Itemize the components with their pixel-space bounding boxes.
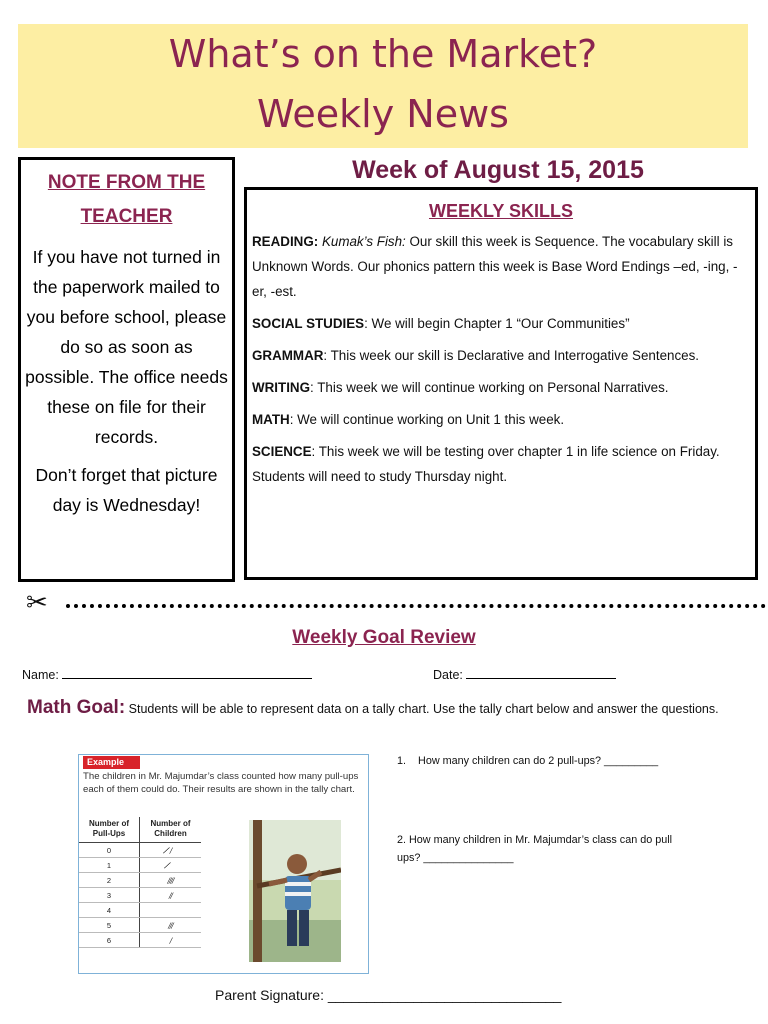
goal-review-title-text: Weekly Goal Review <box>292 627 476 648</box>
tally-marks <box>140 903 201 918</box>
scissors-icon: ✂ <box>26 587 48 617</box>
skill-social-studies <box>252 311 750 336</box>
weekly-skills-heading: WEEKLY SKILLS <box>428 201 574 221</box>
date-line[interactable] <box>466 666 616 679</box>
name-field[interactable] <box>22 666 312 684</box>
skill-science <box>252 439 750 489</box>
tally-col-pullups: Number of Pull-Ups <box>79 817 140 843</box>
skill-math <box>252 407 750 432</box>
math-goal-text: Students will be able to represent data on a tally chart. Use the tally chart below and answer the questions. <box>125 702 719 716</box>
skill-text: : We will begin Chapter 1 “Our Communities” <box>364 316 630 331</box>
tally-pullups: 2 <box>79 873 140 888</box>
tally-marks: /// <box>140 918 201 933</box>
tally-pullups: 0 <box>79 843 140 858</box>
skill-text: : We will continue working on Unit 1 this week. <box>289 412 565 427</box>
tally-pullups: 3 <box>79 888 140 903</box>
name-line[interactable] <box>62 666 312 679</box>
date-label: Date: <box>433 668 463 682</box>
teacher-note-title: NOTE FROM THE TEACHER <box>47 172 206 227</box>
cut-line <box>26 587 766 617</box>
tally-marks: / <box>140 933 201 948</box>
banner-subtitle: Weekly News <box>257 92 509 136</box>
table-row <box>79 858 201 873</box>
table-row <box>79 843 201 858</box>
tally-pullups: 4 <box>79 903 140 918</box>
skill-text: Our skill this week is Sequence. The vocabulary skill is Unknown Words. Our phonics pattern this week is Base Word Endings –ed, -ing, -er, -est. <box>252 234 738 299</box>
tally-marks: ̸̸̸̸ / <box>140 843 201 858</box>
table-row <box>79 903 201 918</box>
skill-label: WRITING <box>252 380 311 395</box>
pull-up-photo <box>249 820 341 962</box>
question-1-number: 1. <box>397 755 407 767</box>
teacher-note-box <box>18 157 235 582</box>
dotted-cut-line <box>66 604 766 608</box>
skill-text: : This week we will be testing over chapter 1 in life science on Friday. Students will need to study Thursday night. <box>252 444 720 484</box>
parent-signature: Parent Signature: ______________________________ <box>215 987 562 1003</box>
tally-marks <box>140 858 201 873</box>
skill-text: : This week we will continue working on Personal Narratives. <box>310 380 669 395</box>
skill-label: GRAMMAR <box>252 348 324 363</box>
date-field[interactable] <box>433 666 616 684</box>
skill-text: : This week our skill is Declarative and Interrogative Sentences. <box>323 348 700 363</box>
skill-writing <box>252 375 750 400</box>
tally-pullups: 5 <box>79 918 140 933</box>
example-text: The children in Mr. Majumdar’s class counted how many pull-ups each of them could do. Their results are shown in the tally chart. <box>83 771 359 796</box>
tally-pullups: 6 <box>79 933 140 948</box>
tally-pullups: 1 <box>79 858 140 873</box>
skill-grammar <box>252 343 750 368</box>
tally-col-children: Number of Children <box>140 817 201 843</box>
tally-table <box>79 817 201 948</box>
tally-marks: // <box>140 888 201 903</box>
table-row <box>79 933 201 948</box>
name-label: Name: <box>22 668 59 682</box>
question-2: 2. How many children in Mr. Majumdar’s class can do pull ups? _______________ <box>397 834 673 864</box>
reading-book-title: Kumak’s Fish: <box>321 234 406 249</box>
banner-title: What’s on the Market? <box>168 32 598 76</box>
weekly-skills-box <box>244 187 758 580</box>
skill-label: SOCIAL STUDIES <box>252 316 365 331</box>
skill-label: SCIENCE <box>252 444 312 459</box>
skill-reading <box>252 229 750 304</box>
teacher-note-body <box>25 242 228 520</box>
tally-marks: //// <box>140 873 201 888</box>
tally-example <box>78 754 369 974</box>
teacher-note-reminder: Don’t forget that picture day is Wednesday! <box>35 465 218 515</box>
week-title: Week of August 15, 2015 <box>352 156 644 184</box>
math-goal <box>27 694 747 723</box>
example-tag: Example <box>83 756 140 769</box>
math-goal-label: Math Goal: <box>27 697 126 718</box>
table-row <box>79 918 201 933</box>
skill-label-colon: : <box>313 234 322 249</box>
skill-label: MATH <box>252 412 290 427</box>
question-1-text: How many children can do 2 pull-ups? _________ <box>418 755 659 767</box>
skill-label: READING <box>252 234 314 249</box>
tally-header-row <box>79 817 201 843</box>
question-1 <box>397 752 737 770</box>
newsletter-banner <box>18 24 748 148</box>
table-row <box>79 888 201 903</box>
goal-review-title <box>0 625 768 651</box>
teacher-note-paragraph: If you have not turned in the paperwork mailed to you before school, please do so as soon as possible. The office needs these on file for their records. <box>25 247 228 447</box>
table-row <box>79 873 201 888</box>
